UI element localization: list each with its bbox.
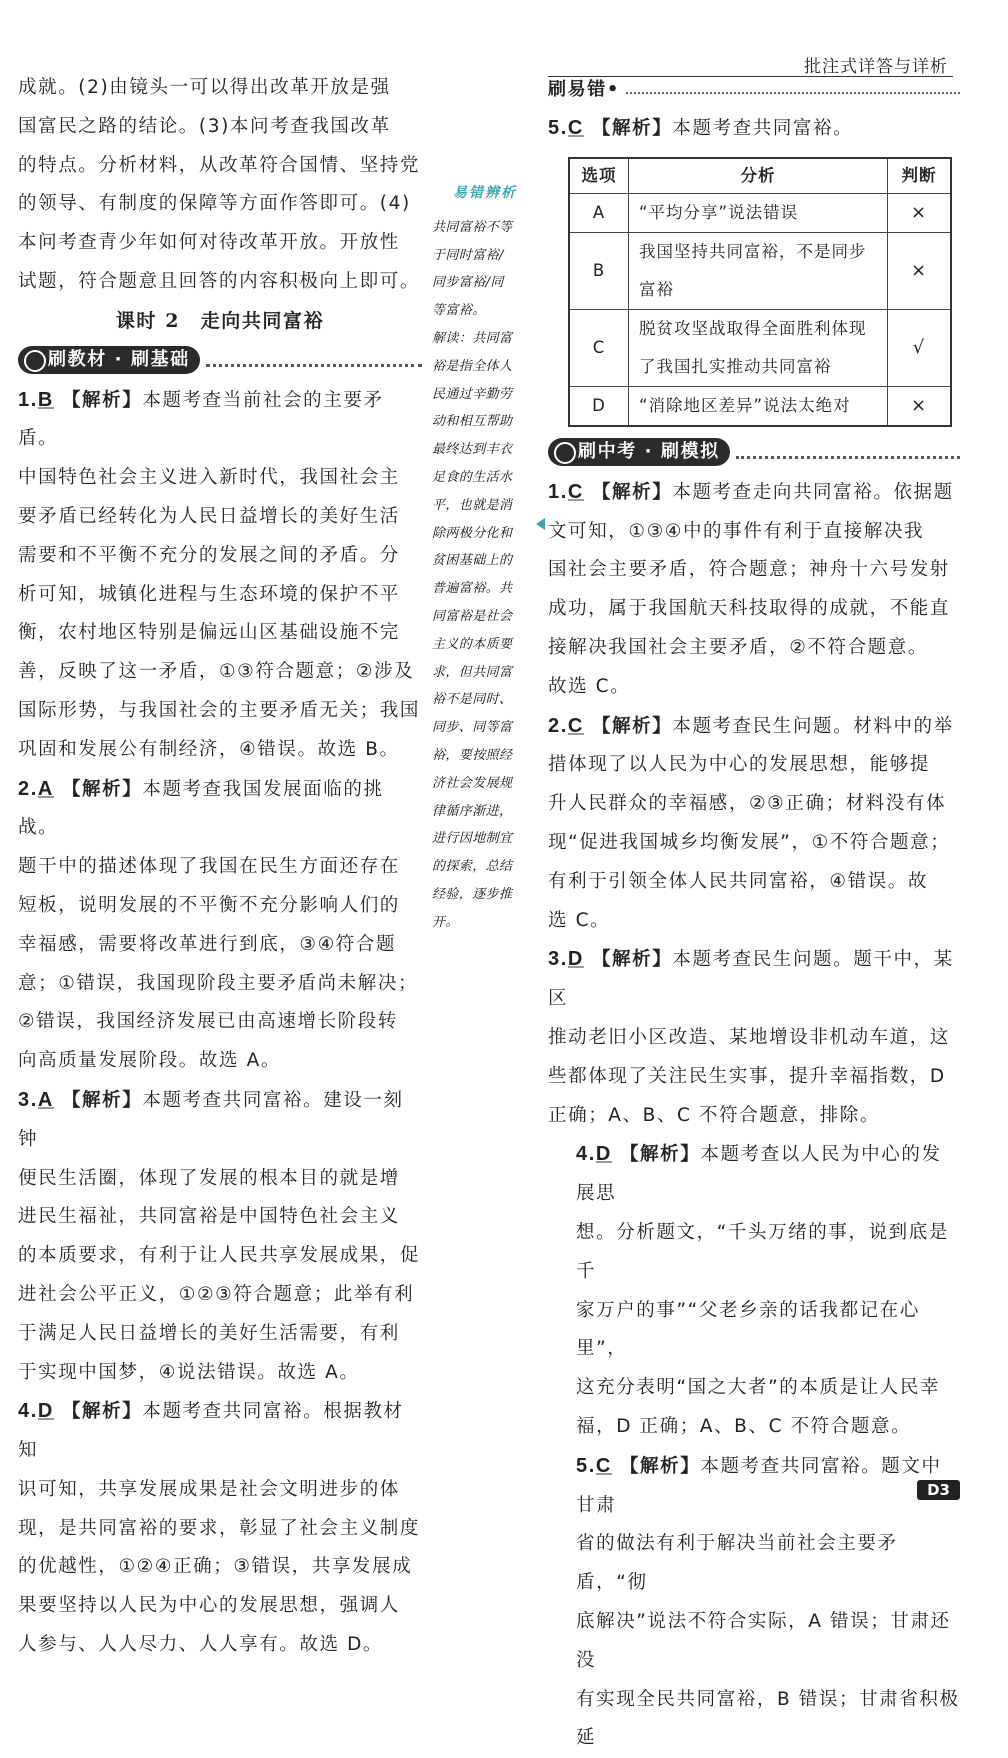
analysis-tag: 【解析】 bbox=[592, 949, 672, 970]
answer-line: 向高质量发展阶段。故选 A。 bbox=[18, 1042, 422, 1081]
answer-line: 幸福感，需要将改革进行到底，③④符合题 bbox=[18, 926, 422, 965]
analysis-tag: 【解析】 bbox=[592, 482, 672, 503]
answer-line: 进民生福祉，共同富裕是中国特色社会主义 bbox=[18, 1198, 422, 1237]
side-note-line: 律循序渐进， bbox=[432, 798, 538, 826]
analysis-tag: 【解析】 bbox=[592, 118, 672, 139]
answer-line: 识可知，共享发展成果是社会文明进步的体 bbox=[18, 1471, 422, 1510]
intro-line: 成就。(2)由镜头一可以得出改革开放是强 bbox=[18, 69, 422, 108]
side-note-line: 同步富裕/同 bbox=[432, 269, 538, 297]
answer-text: 本题考查共同富裕。根据教材知 bbox=[18, 1401, 404, 1461]
answer-text: 本题考查以人民为中心的发展思 bbox=[576, 1144, 942, 1204]
answer-letter: D bbox=[38, 1400, 54, 1422]
answer-letter: D bbox=[596, 1143, 612, 1165]
side-note-line: 共同富裕不等 bbox=[432, 214, 538, 242]
answer-item bbox=[18, 1392, 422, 1665]
right-column bbox=[548, 71, 960, 1758]
side-note-line: 平，也就是消 bbox=[432, 492, 538, 520]
analysis-tag: 【解析】 bbox=[620, 1144, 700, 1165]
table-row bbox=[569, 309, 951, 386]
answer-text: 本题考查民生问题。题干中，某区 bbox=[548, 949, 954, 1009]
answer-line: 衡，农村地区特别是偏远山区基础设施不完 bbox=[18, 614, 422, 653]
answer-line: 推动老旧小区改造、某地增设非机动车道，这 bbox=[548, 1019, 960, 1058]
judgement-cell: √ bbox=[888, 309, 952, 386]
answer-text: 本题考查共同富裕。建设一刻钟 bbox=[18, 1090, 404, 1150]
answer-item bbox=[18, 381, 422, 770]
side-note-line: 的探索，总结 bbox=[432, 853, 538, 881]
left-column bbox=[18, 69, 422, 1665]
answer-line: 善，反映了这一矛盾，①③符合题意；②涉及 bbox=[18, 653, 422, 692]
lesson-title: 课时 2 走向共同富裕 bbox=[18, 302, 422, 341]
answer-line: 底解决”说法不符合实际，A 错误；甘肃还没 bbox=[576, 1603, 960, 1681]
answer-line: 题干中的描述体现了我国在民生方面还存在 bbox=[18, 848, 422, 887]
section-badge: 刷中考 · 刷模拟 bbox=[548, 438, 730, 466]
section-heading-yicuo bbox=[548, 71, 960, 109]
option-cell: D bbox=[569, 386, 629, 426]
side-note-title: 易错辨析 bbox=[432, 180, 538, 208]
table-row bbox=[569, 193, 951, 232]
section-label: 刷易错 bbox=[548, 71, 607, 110]
answer-line: 现“促进我国城乡均衡发展”，①不符合题意； bbox=[548, 824, 960, 863]
answer-line: 意；①错误，我国现阶段主要矛盾尚未解决； bbox=[18, 965, 422, 1004]
section-heading bbox=[18, 345, 422, 375]
intro-line: 本问考查青少年如何对待改革开放。开放性 bbox=[18, 224, 422, 263]
running-header: 批注式详答与详析 bbox=[804, 52, 948, 77]
column-header: 分析 bbox=[629, 158, 888, 194]
answer-line: 福，D 正确；A、B、C 不符合题意。 bbox=[576, 1408, 960, 1447]
answer-line: 选 C。 bbox=[548, 902, 960, 941]
judgement-cell: × bbox=[888, 232, 952, 309]
intro-line: 的领导、有制度的保障等方面作答即可。(4) bbox=[18, 185, 422, 224]
side-note bbox=[432, 180, 538, 937]
answer-line: 想。分析题文，“千头万绪的事，说到底是千 bbox=[576, 1214, 960, 1292]
answer-letter: B bbox=[38, 389, 54, 411]
side-note-line: 于同时富裕/ bbox=[432, 242, 538, 270]
side-note-line: 求，但共同富 bbox=[432, 659, 538, 687]
answer-letter: C bbox=[568, 481, 584, 503]
analysis-cell: 脱贫攻坚战取得全面胜利体现了我国扎实推动共同富裕 bbox=[629, 309, 888, 386]
question-number: 5. bbox=[548, 117, 568, 139]
answer-letter: C bbox=[568, 117, 584, 139]
answer-text: 本题考查共同富裕。题文中甘肃 bbox=[576, 1456, 942, 1516]
analysis-tag: 【解析】 bbox=[620, 1456, 700, 1477]
answer-line: 升人民群众的幸福感，②③正确；材料没有体 bbox=[548, 785, 960, 824]
answer-line: 有实现全民共同富裕，B 错误；甘肃省积极延 bbox=[576, 1681, 960, 1758]
side-note-line: 最终达到丰衣 bbox=[432, 436, 538, 464]
answer-letter: D bbox=[568, 948, 584, 970]
table-header-row bbox=[569, 158, 951, 194]
question-number: 3. bbox=[548, 948, 568, 970]
option-cell: A bbox=[569, 193, 629, 232]
answer-letter: C bbox=[596, 1455, 612, 1477]
judgement-cell: × bbox=[888, 193, 952, 232]
answer-line: 的优越性，①②④正确；③错误，共享发展成 bbox=[18, 1548, 422, 1587]
answer-line: 些都体现了关注民生实事，提升幸福指数，D bbox=[548, 1058, 960, 1097]
answer-letter: C bbox=[568, 715, 584, 737]
answer-line: 接解决我国社会主要矛盾，②不符合题意。 bbox=[548, 629, 960, 668]
side-note-line: 裕，要按照经 bbox=[432, 742, 538, 770]
option-cell: B bbox=[569, 232, 629, 309]
side-note-line: 经验，逐步推开。 bbox=[432, 881, 538, 937]
answer-line: 这充分表明“国之大者”的本质是让人民幸 bbox=[576, 1369, 960, 1408]
answer-line: 故选 C。 bbox=[548, 668, 960, 707]
answer-line: 进社会公平正义，①②③符合题意；此举有利 bbox=[18, 1276, 422, 1315]
answer-item bbox=[548, 940, 960, 1135]
answer-line: 措体现了以人民为中心的发展思想，能够提 bbox=[548, 746, 960, 785]
judgement-cell: × bbox=[888, 386, 952, 426]
answer-item bbox=[18, 1081, 422, 1392]
dotted-rule bbox=[206, 352, 422, 367]
answer-text: 本题考查共同富裕。 bbox=[672, 118, 853, 139]
analysis-tag: 【解析】 bbox=[62, 390, 142, 411]
answer-line: 成功，属于我国航天科技取得的成就，不能直 bbox=[548, 590, 960, 629]
question-number: 4. bbox=[576, 1143, 596, 1165]
answer-item bbox=[548, 707, 960, 941]
analysis-tag: 【解析】 bbox=[62, 1401, 142, 1422]
section-heading bbox=[548, 437, 960, 467]
answer-line: 短板，说明发展的不平衡不充分影响人们的 bbox=[18, 887, 422, 926]
question-number: 2. bbox=[548, 715, 568, 737]
answer-line: 人参与、人人尽力、人人享有。故选 D。 bbox=[18, 1626, 422, 1665]
answer-line: 有利于引领全体人民共同富裕，④错误。故 bbox=[548, 863, 960, 902]
answer-item bbox=[548, 1135, 960, 1446]
answer-item bbox=[548, 473, 960, 707]
side-note-line: 动和相互帮助 bbox=[432, 408, 538, 436]
answer-line: 需要和不平衡不充分的发展之间的矛盾。分 bbox=[18, 537, 422, 576]
side-note-line: 贫困基础上的 bbox=[432, 547, 538, 575]
dotted-rule bbox=[736, 444, 960, 459]
analysis-tag: 【解析】 bbox=[592, 716, 672, 737]
answer-item bbox=[548, 1447, 960, 1758]
analysis-table bbox=[568, 157, 952, 427]
answer-line: 国际形势，与我国社会的主要矛盾无关；我国 bbox=[18, 692, 422, 731]
answer-line: 巩固和发展公有制经济，④错误。故选 B。 bbox=[18, 731, 422, 770]
answer-line: 果要坚持以人民为中心的发展思想，强调人 bbox=[18, 1587, 422, 1626]
side-note-line: 等富裕。 bbox=[432, 297, 538, 325]
side-note-line: 裕不是同时、 bbox=[432, 686, 538, 714]
side-note-line: 同步、同等富 bbox=[432, 714, 538, 742]
side-note-line: 济社会发展规 bbox=[432, 770, 538, 798]
intro-line: 的特点。分析材料，从改革符合国情、坚持党 bbox=[18, 147, 422, 186]
side-note-line: 进行因地制宜 bbox=[432, 825, 538, 853]
side-note-line: 裕是指全体人 bbox=[432, 353, 538, 381]
analysis-tag: 【解析】 bbox=[62, 1090, 142, 1111]
question-number: 1. bbox=[18, 389, 38, 411]
question-number: 1. bbox=[548, 481, 568, 503]
answer-line: 的本质要求，有利于让人民共享发展成果，促 bbox=[18, 1237, 422, 1276]
side-note-line: 同富裕是社会 bbox=[432, 603, 538, 631]
column-header: 判断 bbox=[888, 158, 952, 194]
answer-line: 现，是共同富裕的要求，彰显了社会主义制度 bbox=[18, 1510, 422, 1549]
analysis-cell: “平均分享”说法错误 bbox=[629, 193, 888, 232]
answer-text: 本题考查当前社会的主要矛盾。 bbox=[18, 390, 384, 450]
column-header: 选项 bbox=[569, 158, 629, 194]
answer-line: 中国特色社会主义进入新时代，我国社会主 bbox=[18, 459, 422, 498]
question-number: 5. bbox=[576, 1455, 596, 1477]
bullet-icon: • bbox=[607, 71, 620, 110]
section-badge: 刷教材 · 刷基础 bbox=[18, 346, 200, 374]
side-note-line: 民通过辛勤劳 bbox=[432, 381, 538, 409]
analysis-tag: 【解析】 bbox=[62, 779, 142, 800]
intro-line: 试题，符合题意且回答的内容积极向上即可。 bbox=[18, 263, 422, 302]
table-row bbox=[569, 232, 951, 309]
analysis-cell: 我国坚持共同富裕，不是同步富裕 bbox=[629, 232, 888, 309]
side-note-line: 主义的本质要 bbox=[432, 631, 538, 659]
option-cell: C bbox=[569, 309, 629, 386]
pointer-arrow-icon bbox=[536, 518, 545, 530]
table-row bbox=[569, 386, 951, 426]
answer-text: 本题考查民生问题。材料中的举 bbox=[672, 716, 953, 737]
answer-text: 本题考查我国发展面临的挑战。 bbox=[18, 779, 384, 839]
side-note-line: 解读：共同富 bbox=[432, 325, 538, 353]
page-number: D3 bbox=[917, 1480, 960, 1500]
side-note-line: 除两极分化和 bbox=[432, 520, 538, 548]
question-number: 2. bbox=[18, 778, 38, 800]
answer-line: 于实现中国梦，④说法错误。故选 A。 bbox=[18, 1354, 422, 1393]
answer-letter: A bbox=[38, 1089, 54, 1111]
answer-line: 析可知，城镇化进程与生态环境的保护不平 bbox=[18, 576, 422, 615]
answer-item bbox=[18, 770, 422, 1081]
question-number: 3. bbox=[18, 1089, 38, 1111]
answer-line: 国社会主要矛盾，符合题意；神舟十六号发射 bbox=[548, 551, 960, 590]
intro-line: 国富民之路的结论。(3)本问考查我国改革 bbox=[18, 108, 422, 147]
answer-line: 要矛盾已经转化为人民日益增长的美好生活 bbox=[18, 498, 422, 537]
answer-line: 家万户的事”“父老乡亲的话我都记在心里”， bbox=[576, 1292, 960, 1370]
side-note-line: 足食的生活水 bbox=[432, 464, 538, 492]
answer-text: 本题考查走向共同富裕。依据题 bbox=[672, 482, 953, 503]
answer-line: 正确；A、B、C 不符合题意，排除。 bbox=[548, 1097, 960, 1136]
answer-line: 文可知，①③④中的事件有利于直接解决我 bbox=[548, 513, 960, 552]
answer-letter: A bbox=[38, 778, 54, 800]
analysis-cell: “消除地区差异”说法太绝对 bbox=[629, 386, 888, 426]
question-number: 4. bbox=[18, 1400, 38, 1422]
answer-line: 省的做法有利于解决当前社会主要矛盾，“彻 bbox=[576, 1525, 960, 1603]
answer-line: 于满足人民日益增长的美好生活需要，有利 bbox=[18, 1315, 422, 1354]
answer-line: ②错误，我国经济发展已由高速增长阶段转 bbox=[18, 1003, 422, 1042]
answer-line: 便民生活圈，体现了发展的根本目的就是增 bbox=[18, 1160, 422, 1199]
side-note-line: 普遍富裕。共 bbox=[432, 575, 538, 603]
dotted-rule bbox=[626, 92, 960, 94]
